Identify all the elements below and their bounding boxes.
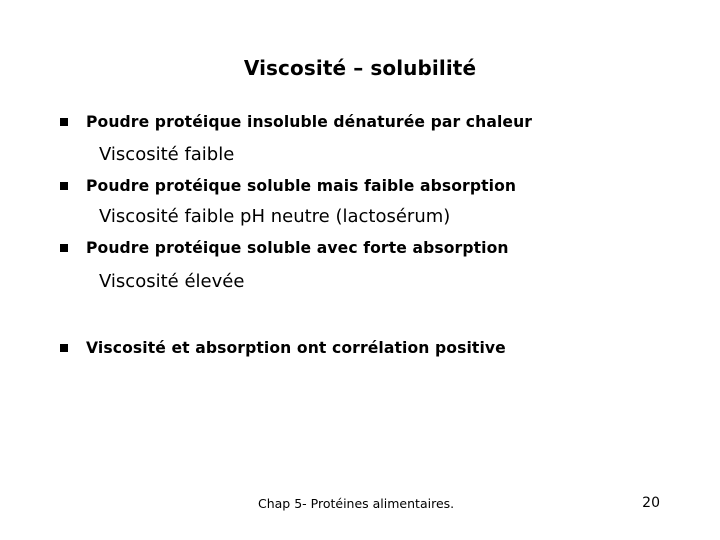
bullet-subtext: Viscosité faible pH neutre (lactosérum) (99, 206, 451, 227)
bullet-subtext: Viscosité faible (99, 144, 235, 165)
bullet-item (60, 237, 700, 259)
slide-title: Viscosité – solubilité (243, 56, 477, 80)
square-bullet-icon (60, 344, 68, 352)
bullet-text: Poudre protéique insoluble dénaturée par chaleur (86, 113, 533, 131)
bullet-item (60, 337, 700, 359)
bullet-text: Poudre protéique soluble avec forte absorption (86, 239, 509, 257)
bullet-text: Viscosité et absorption ont corrélation positive (86, 339, 506, 357)
bullet-item (60, 175, 700, 197)
square-bullet-icon (60, 182, 68, 190)
bullet-subtext: Viscosité élevée (99, 271, 245, 292)
bullet-text: Poudre protéique soluble mais faible absorption (86, 177, 517, 195)
page-number: 20 (642, 495, 660, 511)
bullet-item (60, 111, 700, 133)
square-bullet-icon (60, 118, 68, 126)
square-bullet-icon (60, 244, 68, 252)
slide-footer: Chap 5- Protéines alimentaires. (258, 496, 455, 511)
